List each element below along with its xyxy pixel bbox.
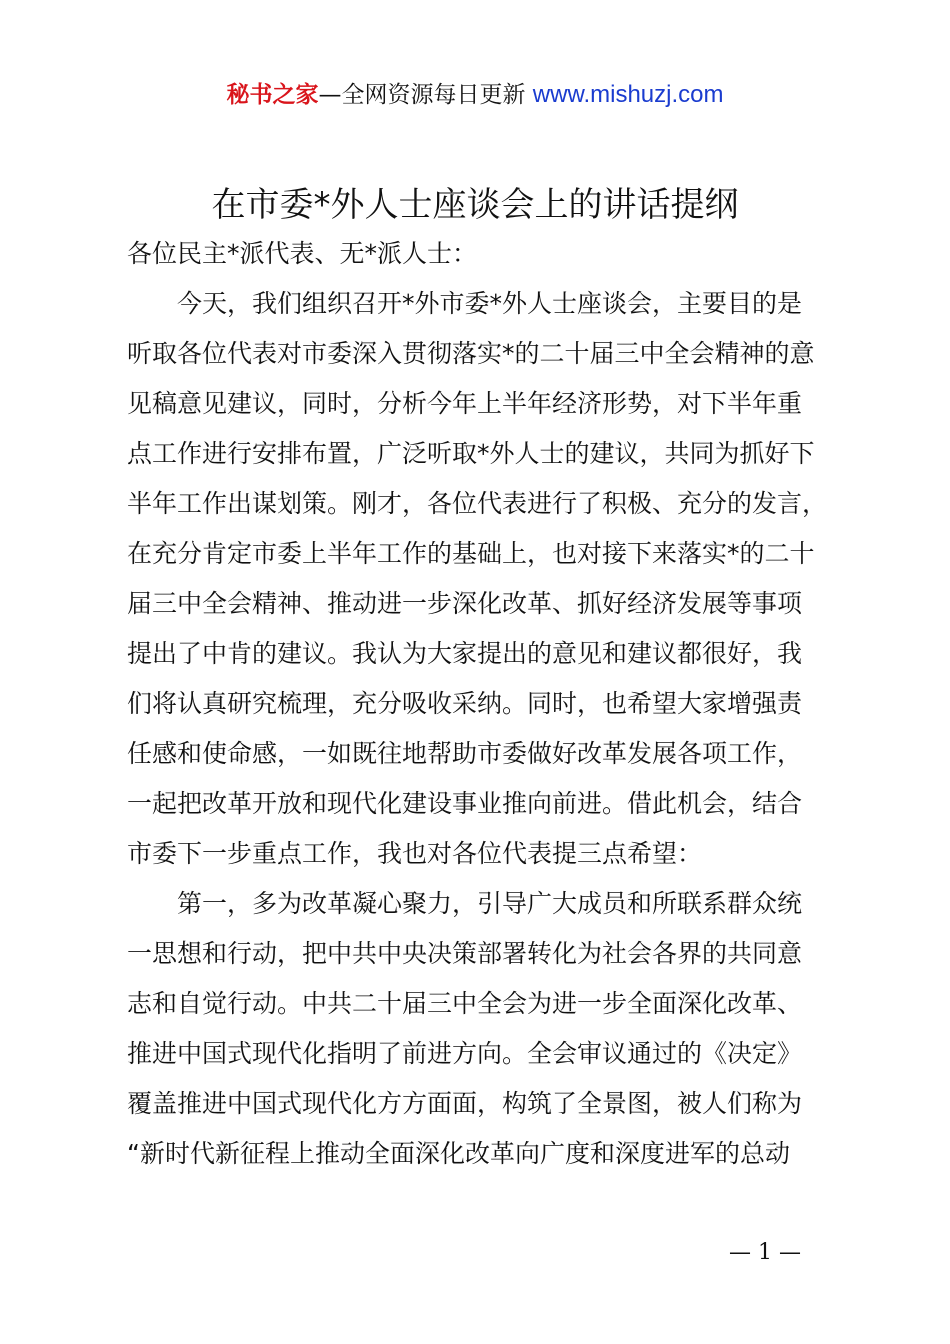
page-number: — 1 — — [729, 1240, 801, 1265]
body-line: 届三中全会精神、推动进一步深化改革、抓好经济发展等事项 — [127, 589, 803, 618]
body-line: 推进中国式现代化指明了前进方向。全会审议通过的《决定》 — [127, 1039, 803, 1068]
body-line: 在充分肯定市委上半年工作的基础上，也对接下来落实*的二十 — [127, 539, 815, 568]
body-line: 们将认真研究梳理，充分吸收采纳。同时，也希望大家增强责 — [127, 689, 803, 718]
body-line: 任感和使命感，一如既往地帮助市委做好改革发展各项工作， — [127, 739, 803, 768]
site-url-link[interactable]: www.mishuzj.com — [532, 81, 724, 108]
body-line: 覆盖推进中国式现代化方方面面，构筑了全景图，被人们称为 — [127, 1089, 803, 1118]
body-line: 提出了中肯的建议。我认为大家提出的意见和建议都很好，我 — [127, 639, 803, 668]
body-line: 听取各位代表对市委深入贯彻落实*的二十届三中全会精神的意 — [127, 339, 815, 368]
body-line: 今天，我们组织召开*外市委*外人士座谈会，主要目的是 — [127, 289, 803, 318]
body-line: “新时代新征程上推动全面深化改革向广度和深度进军的总动 — [127, 1139, 790, 1168]
site-header — [0, 78, 950, 112]
document-title: 在市委*外人士座谈会上的讲话提纲 — [211, 185, 739, 225]
site-brand: 秘书之家 — [226, 82, 319, 108]
body-line: 半年工作出谋划策。刚才，各位代表进行了积极、充分的发言， — [127, 489, 828, 518]
site-tagline: —全网资源每日更新 — [318, 82, 526, 108]
body-line: 点工作进行安排布置，广泛听取*外人士的建议，共同为抓好下 — [127, 439, 815, 468]
body-line: 一起把改革开放和现代化建设事业推向前进。借此机会，结合 — [127, 789, 803, 818]
body-line: 市委下一步重点工作，我也对各位代表提三点希望： — [127, 839, 703, 868]
body-line: 一思想和行动，把中共中央决策部署转化为社会各界的共同意 — [127, 939, 803, 968]
body-line: 第一，多为改革凝心聚力，引导广大成员和所联系群众统 — [127, 889, 803, 918]
body-line: 志和自觉行动。中共二十届三中全会为进一步全面深化改革、 — [127, 989, 803, 1018]
body-line: 见稿意见建议，同时，分析今年上半年经济形势，对下半年重 — [127, 389, 803, 418]
body-line: 各位民主*派代表、无*派人士： — [127, 239, 478, 268]
